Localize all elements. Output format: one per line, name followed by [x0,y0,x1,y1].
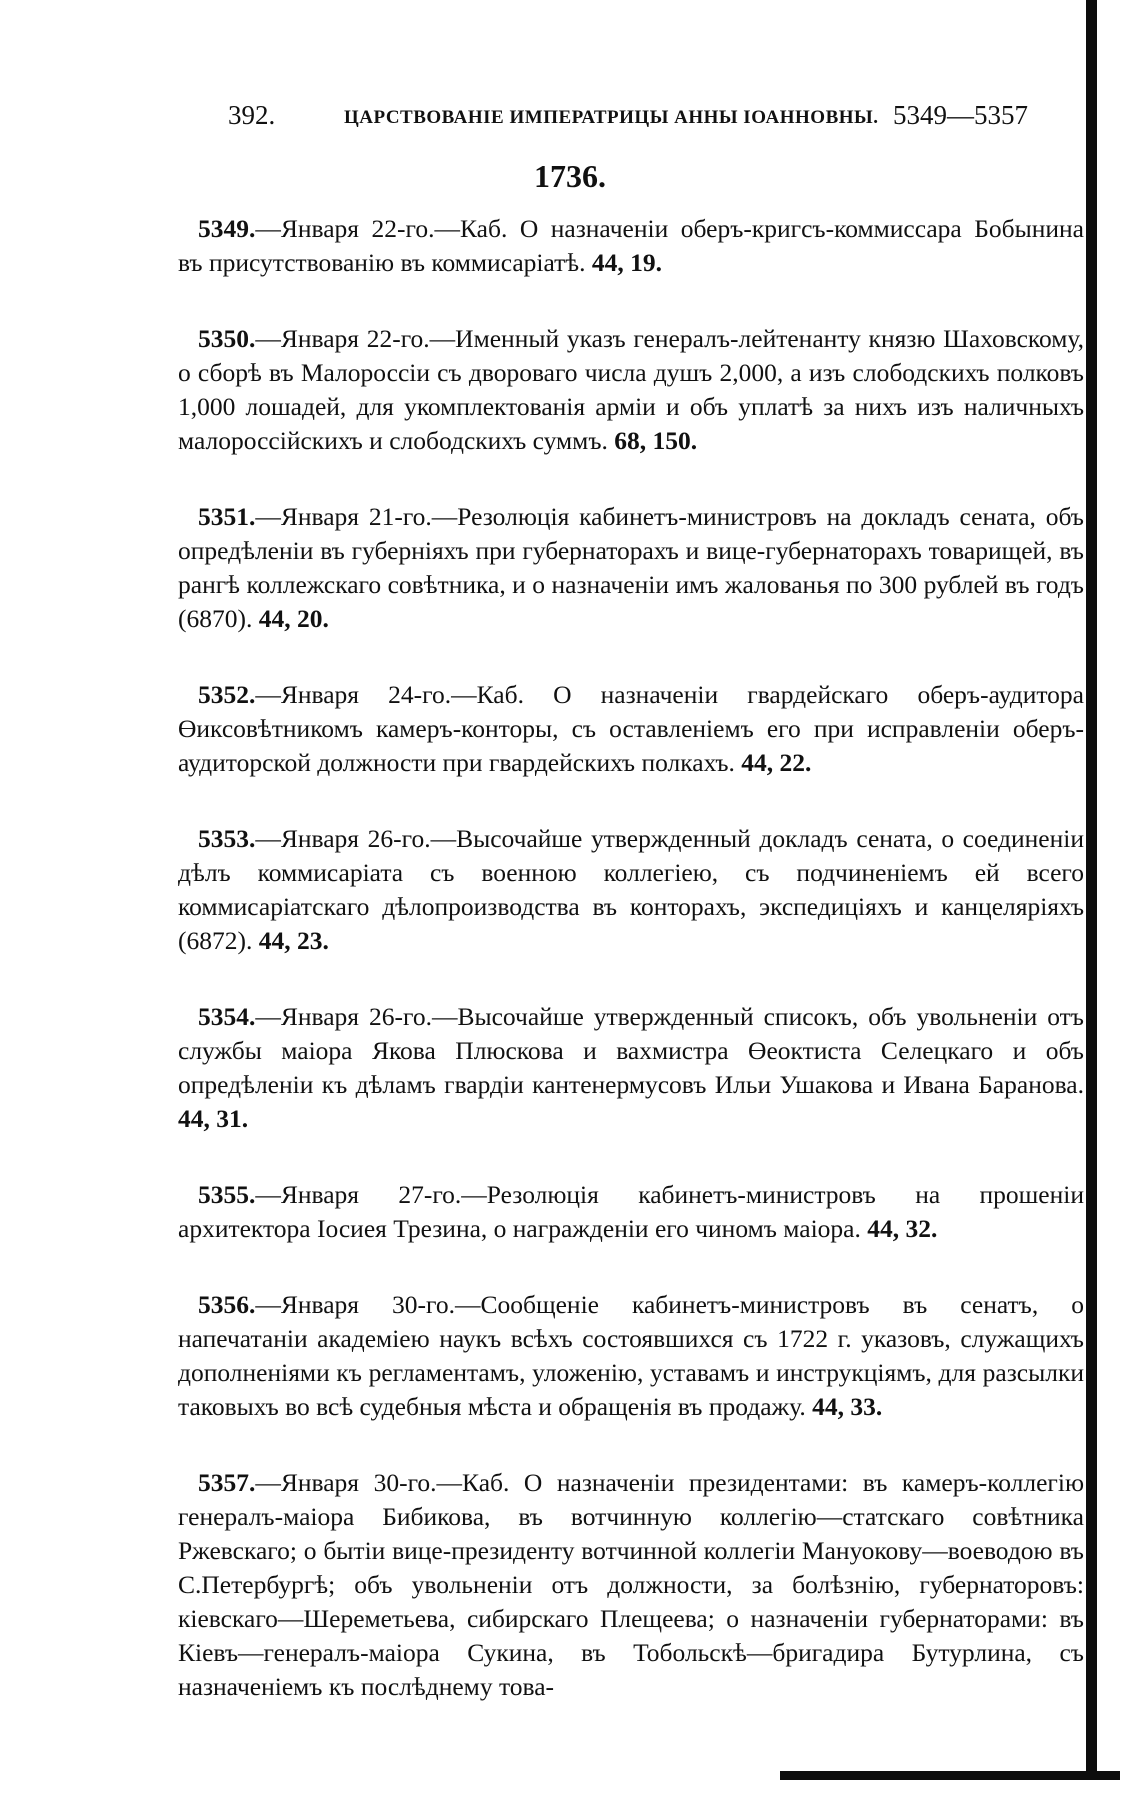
entry-reference: 44, 23. [258,926,329,955]
entry [178,212,1084,280]
entry-number: 5350. [198,324,256,353]
running-title: ЦАРСТВОВАНІЕ ИМПЕРАТРИЦЫ АННЫ ІОАННОВНЫ. [344,107,879,128]
entry [178,1000,1084,1136]
entry-range: 5349—5357 [893,100,1028,130]
entry-number: 5355. [198,1180,256,1209]
entry-text: —Января 26-го.—Высочайше утвержденный списокъ, объ увольненіи отъ службы маіора Якова Плюскова и вахмистра Өеоктиста Селецкаго и объ опредѣленіи къ дѣламъ гвардіи кантенермусовъ Ильи Ушакова и Ивана Баранова. [178,1002,1084,1099]
entry-text: —Января 21-го.—Резолюція кабинетъ-министровъ на докладъ сената, объ опредѣленіи въ губерніяхъ при губернаторахъ и вице-губернаторахъ товарищей, въ рангѣ коллежскаго совѣтника, и о назначеніи имъ жалованья по 300 рублей въ годъ (6870). [178,502,1084,633]
entry-text: —Января 22-го.—Именный указъ генералъ-лейтенанту князю Шаховскому, о сборѣ въ Малороссіи съ двороваго числа душъ 2,000, а изъ слободскихъ полковъ 1,000 лошадей, для укомплектованія арміи и объ уплатѣ за нихъ изъ наличныхъ малороссійскихъ и слободскихъ суммъ. [178,324,1084,455]
entry-text: —Января 30-го.—Сообщеніе кабинетъ-министровъ въ сенатъ, о напечатаніи академіею наукъ всѣхъ состоявшихся съ 1722 г. указовъ, служащихъ дополненіями къ регламентамъ, уложенію, уставамъ и инструкціямъ, для разсылки таковыхъ во всѣ судебныя мѣста и обращенія въ продажу. [178,1290,1084,1421]
entry-text: —Января 30-го.—Каб. О назначеніи президентами: въ камеръ-коллегію генералъ-маіора Бибикова, въ вотчинную коллегію—статскаго совѣтника Ржевскаго; о бытіи вице-президенту вотчинной коллегіи Мануокову—воеводою въ С.Петербургѣ; объ увольненіи отъ должности, за болѣзнію, губернаторовъ: кіевскаго—Шереметьева, сибирскаго Плещеева; о назначеніи губернаторами: въ Кіевъ—генералъ-маіора Сукина, въ Тобольскѣ—бригадира Бутурлина, съ назначеніемъ къ послѣднему това- [178,1468,1084,1701]
entry-reference: 44, 20. [258,604,329,633]
entry-reference: 44, 32. [867,1214,938,1243]
entry [178,678,1084,780]
entry [178,1466,1084,1704]
entry [178,500,1084,636]
entry-text: —Января 26-го.—Высочайше утвержденный докладъ сената, о соединеніи дѣлъ коммисаріата съ военною коллегіею, съ подчиненіемъ ей всего коммисаріатскаго дѣлопроизводства въ конторахъ, экспедиціяхъ и канцеляріяхъ (6872). [178,824,1084,955]
entry-text: —Января 22-го.—Каб. О назначеніи оберъ-кригсъ-коммиссара Бобынина въ присутствованію въ коммисаріатѣ. [178,214,1084,277]
entry-reference: 44, 31. [178,1104,249,1133]
entry-number: 5354. [198,1002,256,1031]
page-bottom-rule [780,1771,1120,1780]
entry [178,822,1084,958]
entry-reference: 68, 150. [614,426,698,455]
entry-number: 5349. [198,214,256,243]
entry [178,1178,1084,1246]
entry-number: 5353. [198,824,256,853]
running-header [228,100,1028,140]
entry-reference: 44, 22. [741,748,812,777]
entry-reference: 44, 19. [591,248,663,277]
entries-list [178,212,1084,1746]
page-number: 392. [228,100,276,130]
year-heading: 1736. [534,158,606,194]
entry-number: 5352. [198,680,256,709]
entry-text: —Января 24-го.—Каб. О назначеніи гвардейскаго оберъ-аудитора Өиксовѣтникомъ камеръ-конторы, съ оставленіемъ его при исправленіи оберъ-аудиторской должности при гвардейскихъ полкахъ. [178,680,1084,777]
page-edge-rule [1086,0,1097,1775]
entry-number: 5357. [198,1468,256,1497]
entry-reference: 44, 33. [812,1392,883,1421]
entry-number: 5356. [198,1290,256,1319]
entry-number: 5351. [198,502,256,531]
entry [178,322,1084,458]
entry [178,1288,1084,1424]
entry-text: —Января 27-го.—Резолюція кабинетъ-министровъ на прошеніи архитектора Іосиея Трезина, о награжденіи его чиномъ маіора. [178,1180,1084,1243]
